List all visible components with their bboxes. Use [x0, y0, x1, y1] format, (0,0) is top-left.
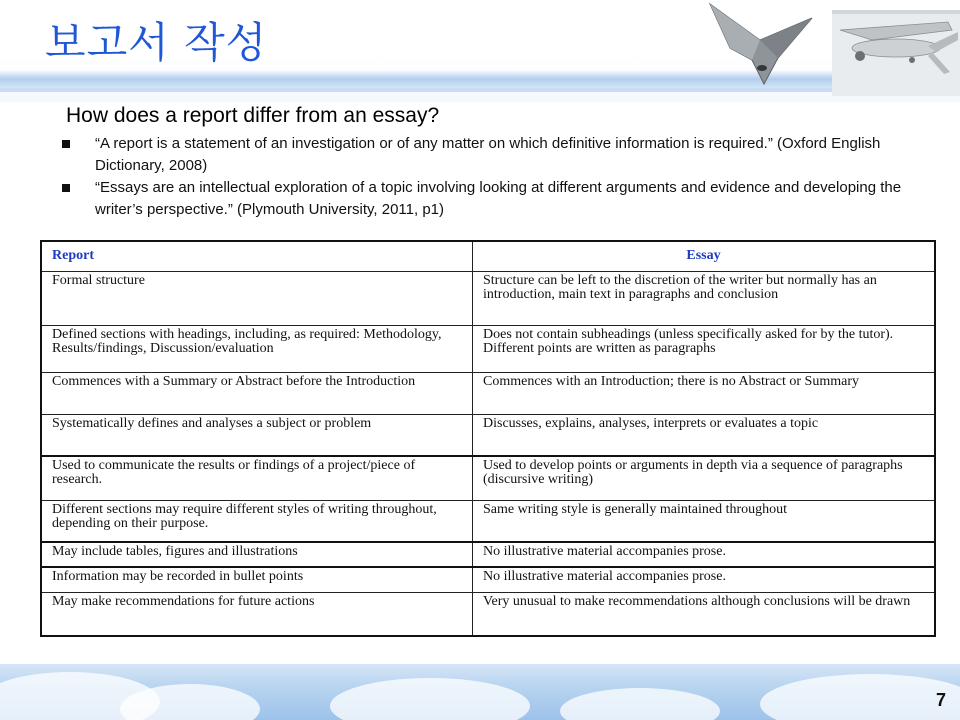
- header-rule: [0, 88, 960, 92]
- slide-title: 보고서 작성: [45, 18, 268, 67]
- stealth-drone-image: [700, 0, 822, 88]
- table-row: [41, 456, 935, 500]
- essay-cell: Very unusual to make recommendations although conclusions will be drawn: [473, 592, 936, 636]
- bullet-text: “A report is a statement of an investigation or of any matter on which definitive information is required.” (Oxford English Dictionary, 2008): [95, 135, 881, 174]
- essay-cell: Commences with an Introduction; there is no Abstract or Summary: [473, 373, 936, 415]
- essay-cell: Does not contain subheadings (unless specifically asked for by the tutor). Different points are written as paragraphs: [473, 326, 936, 373]
- report-cell: Defined sections with headings, including, as required: Methodology, Results/findings, Discussion/evaluation: [41, 326, 473, 373]
- bullet-list: [62, 133, 902, 221]
- table-row: [41, 326, 935, 373]
- report-cell: Commences with a Summary or Abstract before the Introduction: [41, 373, 473, 415]
- column-header-essay: Essay: [473, 241, 936, 272]
- essay-cell: Used to develop points or arguments in depth via a sequence of paragraphs (discursive writing): [473, 456, 936, 500]
- table-row: [41, 272, 935, 326]
- report-cell: May include tables, figures and illustrations: [41, 542, 473, 567]
- essay-cell: Structure can be left to the discretion of the writer but normally has an introduction, main text in paragraphs and conclusion: [473, 272, 936, 326]
- table-header-row: [41, 241, 935, 272]
- report-cell: Information may be recorded in bullet points: [41, 567, 473, 592]
- sky-footer: [0, 664, 960, 720]
- predator-drone-image: [832, 0, 960, 98]
- column-header-report: Report: [41, 241, 473, 272]
- table-row: [41, 592, 935, 636]
- table-row: [41, 373, 935, 415]
- table-row: [41, 567, 935, 592]
- essay-cell: Same writing style is generally maintained throughout: [473, 500, 936, 542]
- essay-cell: No illustrative material accompanies prose.: [473, 567, 936, 592]
- bullet-text: “Essays are an intellectual exploration of a topic involving looking at different arguments and evidence and developing the writer’s perspective.” (Plymouth University, 2011, p1): [95, 179, 902, 218]
- cloud-shape: [330, 678, 530, 720]
- bullet-item: [62, 133, 902, 177]
- table-row: [41, 415, 935, 457]
- table-row: [41, 542, 935, 567]
- bullet-item: [62, 177, 902, 221]
- square-bullet-icon: [62, 140, 70, 148]
- cloud-shape: [760, 674, 960, 720]
- square-bullet-icon: [62, 184, 70, 192]
- report-cell: May make recommendations for future actions: [41, 592, 473, 636]
- essay-cell: Discusses, explains, analyses, interprets or evaluates a topic: [473, 415, 936, 457]
- report-cell: Used to communicate the results or findings of a project/piece of research.: [41, 456, 473, 500]
- table-row: [41, 500, 935, 542]
- page-number: 7: [935, 690, 946, 710]
- cloud-shape: [560, 688, 720, 720]
- slide-subtitle: How does a report differ from an essay?: [66, 104, 440, 127]
- essay-cell: No illustrative material accompanies prose.: [473, 542, 936, 567]
- report-cell: Different sections may require different styles of writing throughout, depending on their purpose.: [41, 500, 473, 542]
- comparison-table: [40, 240, 936, 637]
- report-cell: Systematically defines and analyses a subject or problem: [41, 415, 473, 457]
- report-cell: Formal structure: [41, 272, 473, 326]
